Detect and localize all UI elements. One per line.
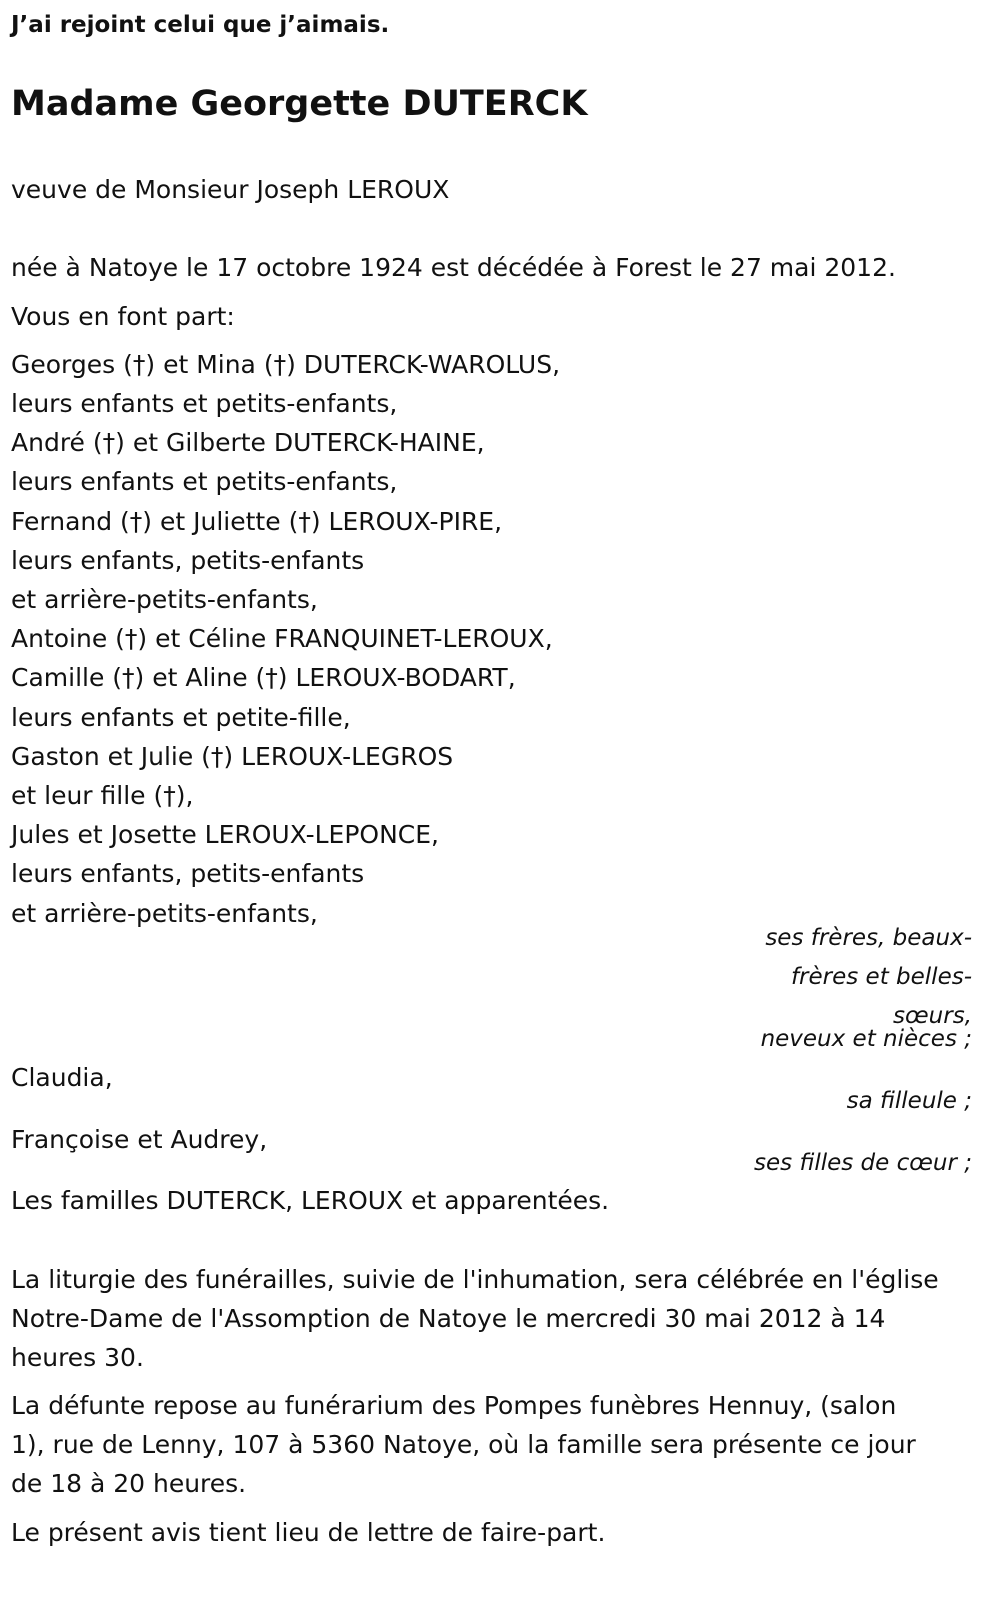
family-line: leurs enfants et petits-enfants, [11, 389, 398, 418]
funeral-line: heures 30. [11, 1343, 144, 1372]
family-line: Camille (†) et Aline (†) LEROUX-BODART, [11, 663, 516, 692]
closing-line: Le présent avis tient lieu de lettre de faire-part. [11, 1518, 606, 1547]
relation-siblings-line: frères et belles- [790, 964, 972, 990]
family-line: leurs enfants et petite-fille, [11, 703, 351, 732]
spouse-line: veuve de Monsieur Joseph LEROUX [11, 175, 450, 204]
repose-line: La défunte repose au funérarium des Pompes funèbres Hennuy, (salon [11, 1391, 897, 1420]
relation-siblings-line: ses frères, beaux- [765, 925, 972, 951]
family-line: Fernand (†) et Juliette (†) LEROUX-PIRE, [11, 507, 503, 536]
relation-goddaughter: sa filleule ; [846, 1088, 972, 1114]
announcement-intro: Vous en font part: [11, 302, 235, 331]
repose-line: de 18 à 20 heures. [11, 1469, 247, 1498]
deceased-name: Madame Georgette DUTERCK [11, 84, 588, 124]
family-line: Jules et Josette LEROUX-LEPONCE, [11, 820, 440, 849]
birth-death-line: née à Natoye le 17 octobre 1924 est décédée à Forest le 27 mai 2012. [11, 253, 896, 282]
family-line: leurs enfants, petits-enfants [11, 546, 365, 575]
relation-nephews: neveux et nièces ; [760, 1026, 972, 1052]
relation-siblings-line: sœurs, [893, 1003, 972, 1029]
family-line: Gaston et Julie (†) LEROUX-LEGROS [11, 742, 454, 771]
family-line: leurs enfants, petits-enfants [11, 859, 365, 888]
relation-heart-daughters: ses filles de cœur ; [754, 1150, 972, 1176]
family-line: André (†) et Gilberte DUTERCK-HAINE, [11, 428, 485, 457]
goddaughter-name: Claudia, [11, 1063, 113, 1092]
family-line: leurs enfants et petits-enfants, [11, 467, 398, 496]
families-line: Les familles DUTERCK, LEROUX et apparentées. [11, 1186, 610, 1215]
family-line: Antoine (†) et Céline FRANQUINET-LEROUX, [11, 624, 553, 653]
heart-daughters-names: Françoise et Audrey, [11, 1125, 268, 1154]
family-line: et arrière-petits-enfants, [11, 899, 318, 928]
family-line: et arrière-petits-enfants, [11, 585, 318, 614]
funeral-line: La liturgie des funérailles, suivie de l'inhumation, sera célébrée en l'église [11, 1265, 939, 1294]
family-line: et leur fille (†), [11, 781, 194, 810]
repose-line: 1), rue de Lenny, 107 à 5360 Natoye, où la famille sera présente ce jour [11, 1430, 916, 1459]
family-line: Georges (†) et Mina (†) DUTERCK-WAROLUS, [11, 350, 561, 379]
motto: J’ai rejoint celui que j’aimais. [11, 12, 390, 38]
funeral-line: Notre-Dame de l'Assomption de Natoye le mercredi 30 mai 2012 à 14 [11, 1304, 886, 1333]
